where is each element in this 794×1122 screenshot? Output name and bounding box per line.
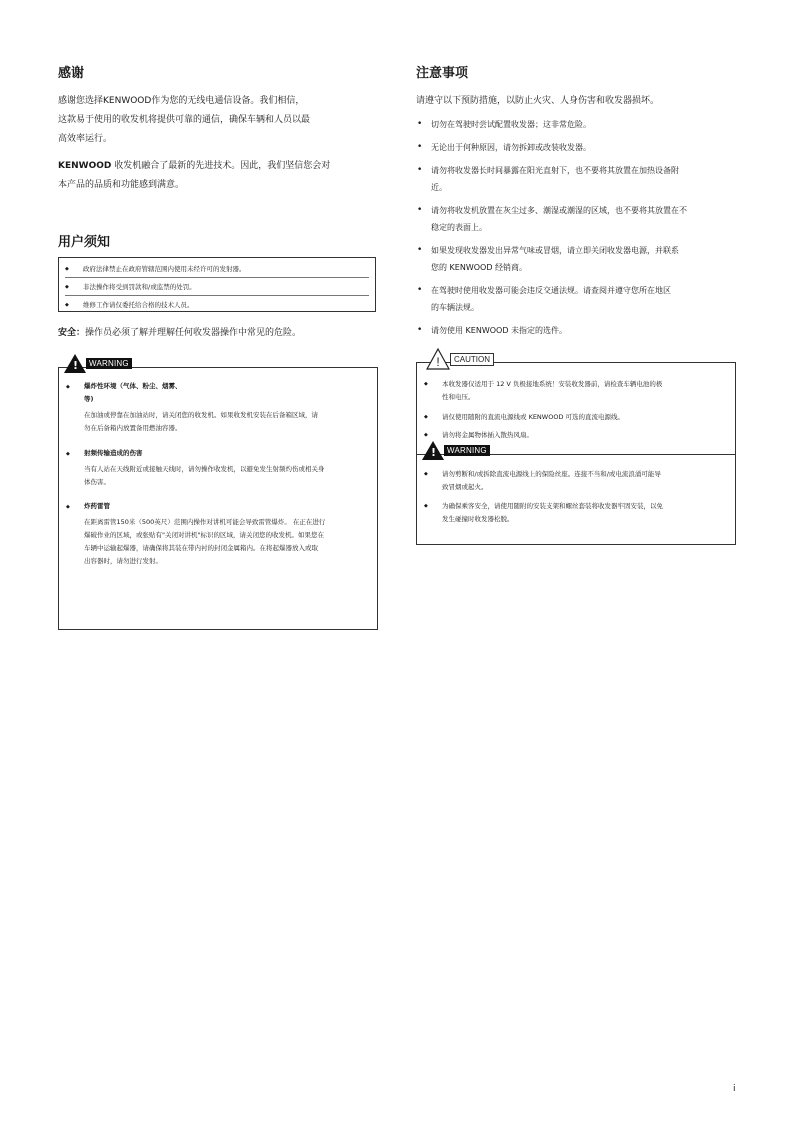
warning-tag-2 (422, 441, 490, 460)
notice-item: ◆ 非法操作将受到罚款和/或监禁的处罚。 (65, 278, 369, 296)
warning-item: ◆ 为确保乘客安全，请使用随附的安装支架和螺丝套装将收发器牢固安装，以免 发生碰撞时收发器松脱。 (424, 502, 663, 523)
precautions-intro: 请遵守以下预防措施，以防止火灾、人身伤害和收发器损坏。 (416, 96, 660, 106)
warning-label-2: WARNING (444, 445, 490, 456)
arrow-bullet-icon: ◆ (66, 504, 70, 510)
warning-item: ◆ 请勿剪断和/或拆除直流电源线上的保险丝座。连接不当和/或电流浪涌可能导 致冒烟或起火。 (424, 470, 661, 491)
thanks-paragraph-2: KENWOOD 收发机融合了最新的先进技术。因此，我们坚信您会对 本产品的品质和功能感到满意。 (58, 161, 331, 190)
notice-item: ◆ 政府法律禁止在政府管辖范围内使用未经许可的发射器。 (65, 260, 369, 278)
warning-label: WARNING (86, 358, 132, 369)
arrow-bullet-icon: ◆ (65, 301, 69, 308)
arrow-bullet-icon: ◆ (424, 503, 428, 509)
arrow-bullet-icon: ◆ (66, 451, 70, 457)
caution-item: ◆ 请仅使用随附的直流电源线或 KENWOOD 可选的直流电源线。 (424, 411, 724, 424)
caution-triangle-icon (426, 348, 450, 370)
thanks-heading: 感谢 (58, 66, 85, 81)
user-notice-heading: 用户须知 (58, 235, 111, 250)
safety-note: 安全：操作员必须了解并理解任何收发器操作中常见的危险。 (58, 328, 302, 338)
notice-item: ◆ 维修工作请仅委托给合格的技术人员。 (65, 301, 194, 309)
list-item: • 如果发现收发器发出异常气味或冒烟，请立即关闭收发器电源，并联系 您的 KENWOOD 经销商。 (416, 242, 738, 276)
caution-label: CAUTION (450, 353, 494, 366)
list-item: • 在驾驶时使用收发器可能会违反交通法规。请查阅并遵守您所在地区 的车辆法规。 (416, 282, 738, 316)
caution-item: ◆ 本收发器仅适用于 12 V 负极接地系统！安装收发器前，请检查车辆电池的极 性和电压。 (424, 380, 663, 401)
arrow-bullet-icon: ◆ (424, 432, 428, 438)
warning-item-detonator: 炸药雷管 在距离雷管150米（500英尺）范围内操作对讲机可能会导致雷管爆炸。 在正在进行 爆破作业的区域，或张贴有"关闭对讲机"标识的区域，请关闭您的收发机。如果您在 车辆中运输起爆器，请确保将其装在带内衬的封闭金属箱内。在将起爆器放入或取 出容器时，请勿进行发射。 (84, 502, 326, 565)
caution-tag (426, 348, 494, 370)
page-number: i (733, 1084, 736, 1094)
list-item: • 切勿在驾驶时尝试配置收发器；这非常危险。 (416, 116, 738, 133)
caution-item: ◆ 请勿将金属物体插入散热风扇。 (424, 429, 724, 442)
svg-text:!: ! (436, 355, 440, 369)
list-item: • 请勿将收发机放置在灰尘过多、潮湿或潮湿的区域，也不要将其放置在不 稳定的表面上。 (416, 202, 738, 236)
arrow-bullet-icon: ◆ (66, 384, 70, 390)
warning-item-rf: 射频传输造成的伤害 当有人站在天线附近或接触天线时，请勿操作收发机，以避免发生射频灼伤或相关身 体伤害。 (84, 449, 325, 486)
warning-item-explosive: 爆炸性环境（气体、粉尘、烟雾、 等) 在加油或停靠在加油站时，请关闭您的收发机。如果收发机安装在后备箱区域，请 勿在后备箱内放置备用燃油容器。 (84, 382, 318, 432)
warning-triangle-icon (422, 441, 444, 460)
warning-tag (64, 354, 132, 373)
thanks-paragraph-1: 感谢您选择KENWOOD作为您的无线电通信设备。我们相信， 这款易于使用的收发机将提供可靠的通信，确保车辆和人员以最 高效率运行。 (58, 96, 311, 144)
list-item: • 请勿将收发器长时间暴露在阳光直射下，也不要将其放置在加热设备附 近。 (416, 162, 738, 196)
user-notice-box (58, 257, 376, 312)
warning-triangle-icon (64, 354, 86, 373)
arrow-bullet-icon: ◆ (424, 471, 428, 477)
precautions-heading: 注意事项 (416, 66, 469, 81)
arrow-bullet-icon: ◆ (65, 283, 69, 290)
arrow-bullet-icon: ◆ (424, 381, 428, 387)
list-item: • 无论出于何种原因，请勿拆卸或改装收发器。 (416, 139, 738, 156)
list-item: • 请勿使用 KENWOOD 未指定的选件。 (416, 322, 738, 339)
arrow-bullet-icon: ◆ (65, 265, 69, 272)
arrow-bullet-icon: ◆ (424, 414, 428, 420)
precautions-list (416, 116, 738, 339)
